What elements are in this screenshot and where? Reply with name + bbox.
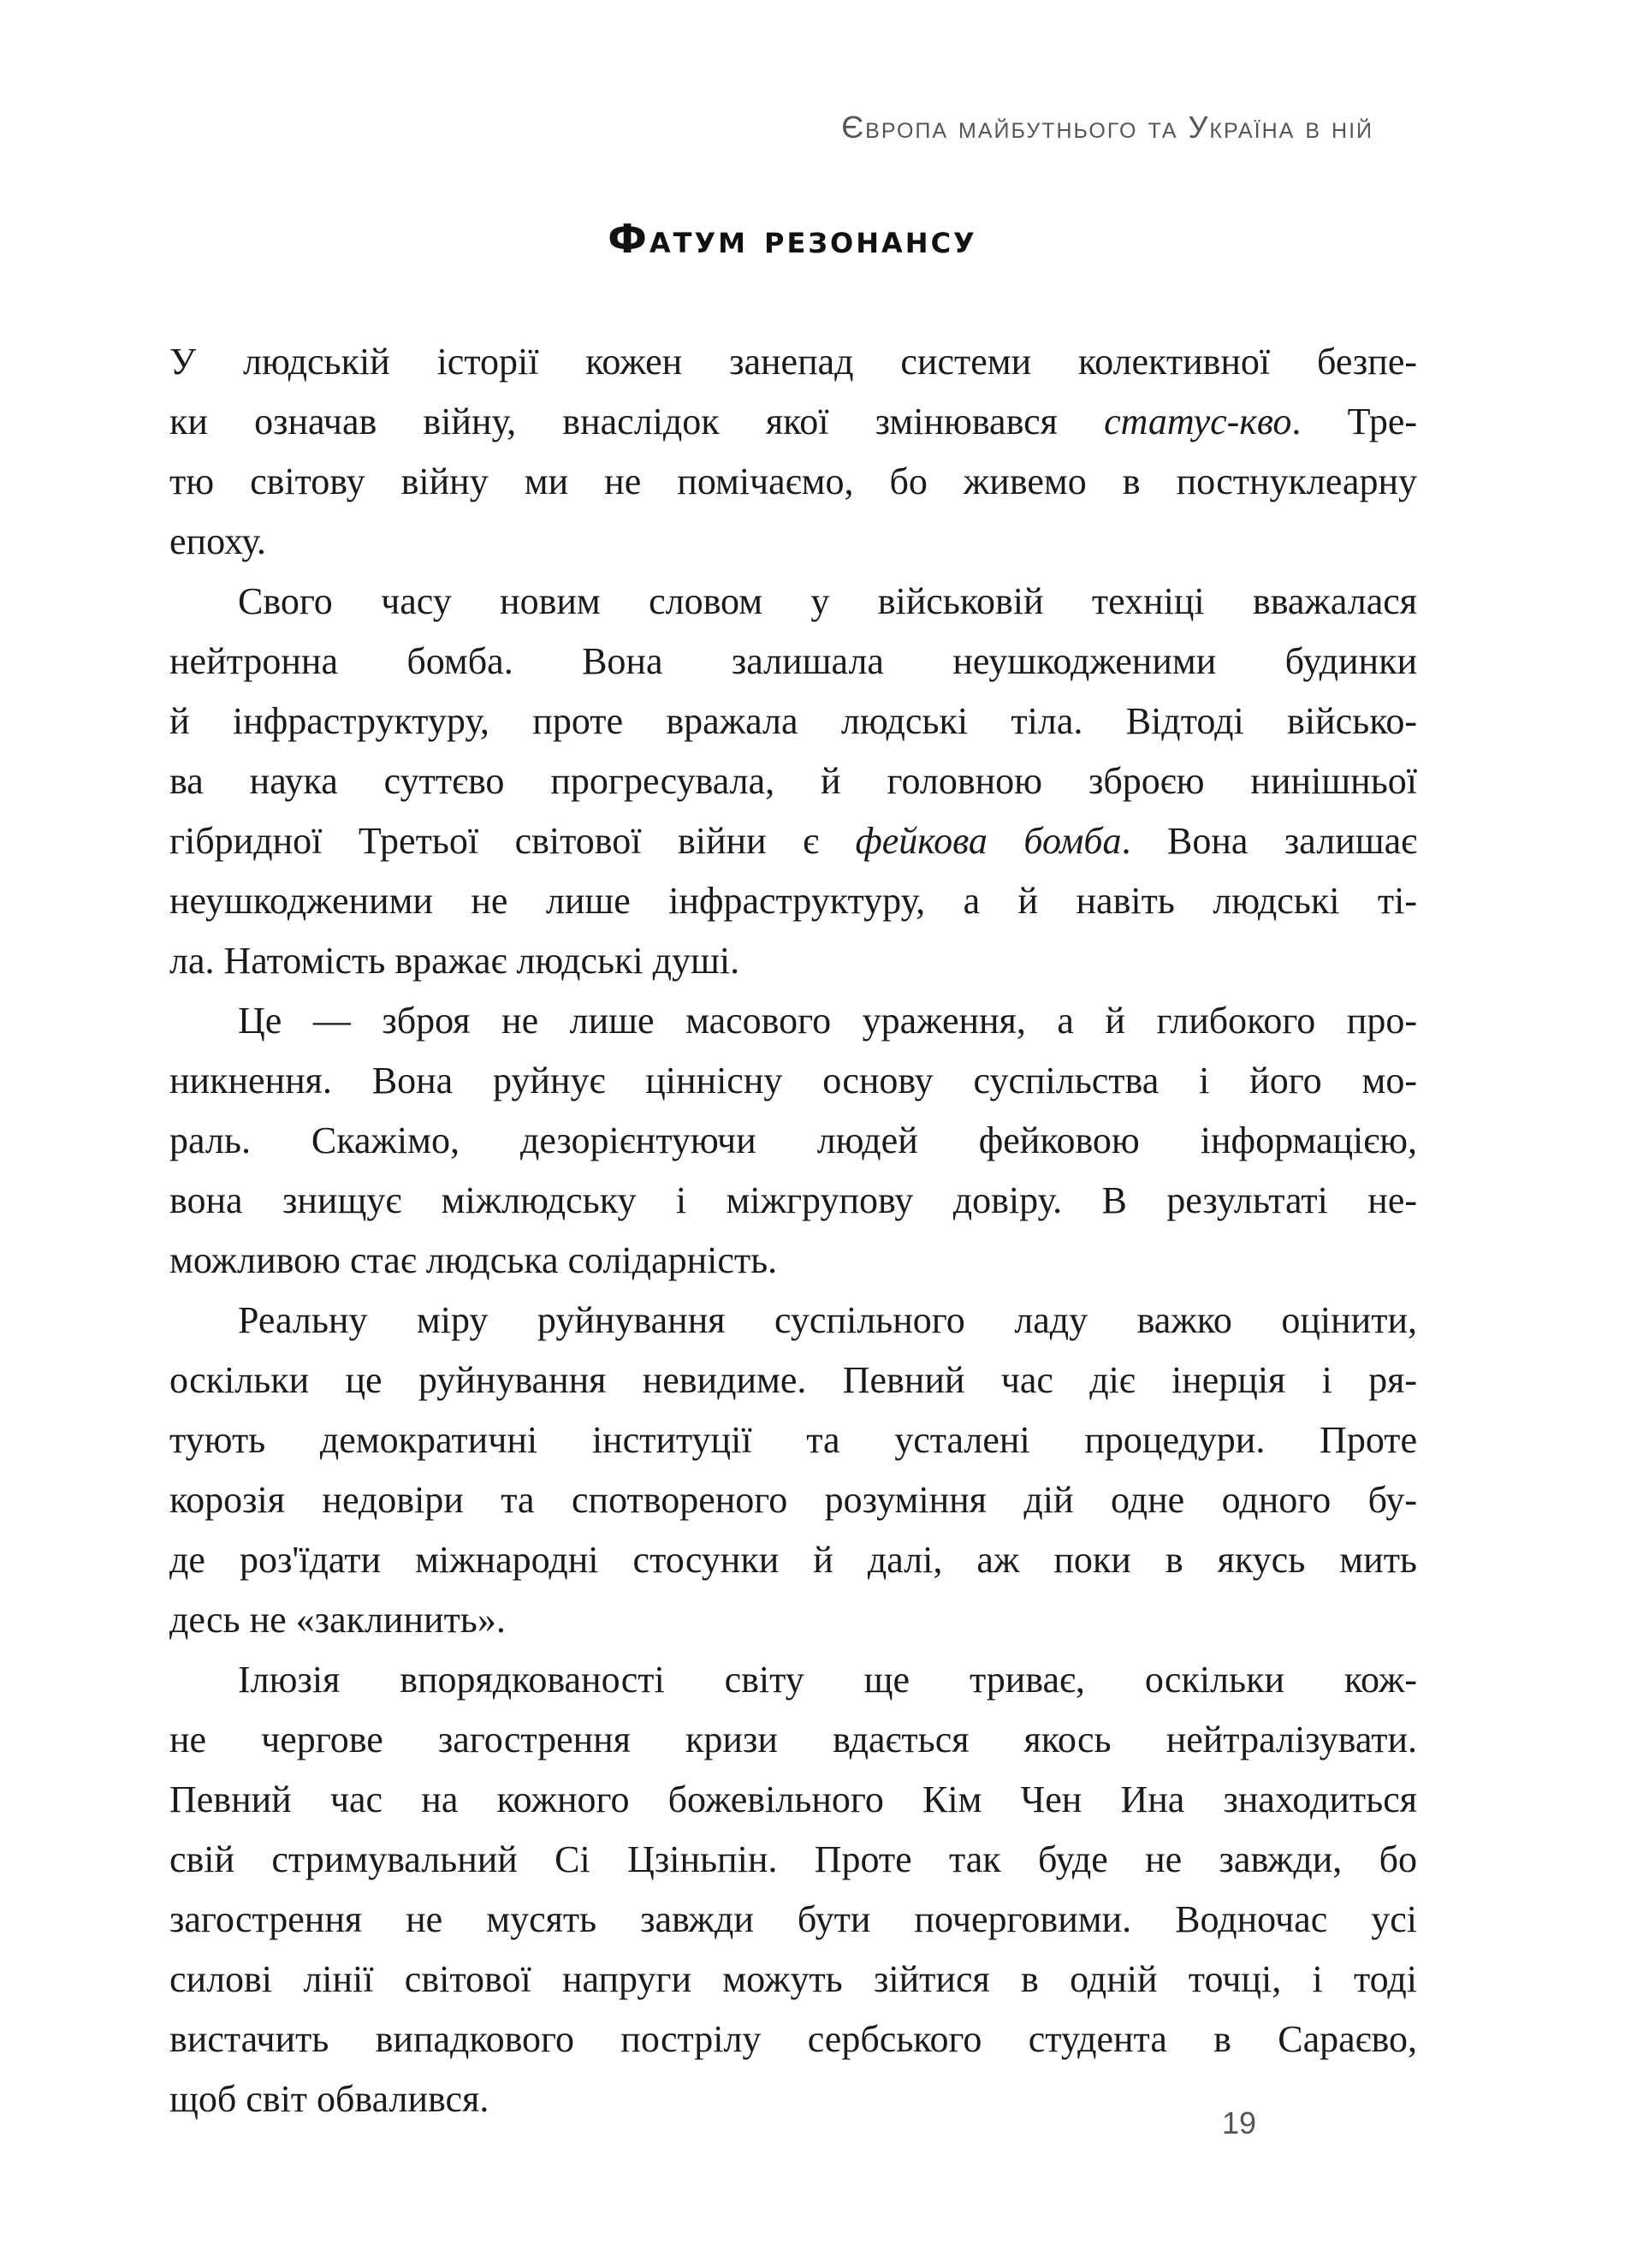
text-span: ки означав війну, внаслідок якої змінювався bbox=[169, 401, 1105, 442]
text-line: оскільки це руйнування невидиме. Певний час діє інерція і ря- bbox=[169, 1359, 1417, 1401]
text-line bbox=[169, 811, 1417, 871]
text-line: Ілюзія впорядкованості світу ще триває, оскільки кож- bbox=[238, 1659, 1417, 1701]
text-line bbox=[169, 392, 1417, 452]
text-line: загострення не мусять завжди бути почерговими. Водночас усі bbox=[169, 1898, 1417, 1940]
text-span: гібридної Третьої світової війни є bbox=[169, 820, 856, 862]
paragraph bbox=[169, 572, 1417, 991]
text-line: нейтронна бомба. Вона залишала неушкодженими будинки bbox=[169, 640, 1417, 682]
chapter-title: Фатум резонансу bbox=[608, 216, 977, 262]
italic-term: статус-кво bbox=[1104, 401, 1292, 442]
text-line: неушкодженими не лише інфраструктуру, а й навіть людські ті- bbox=[169, 880, 1417, 922]
text-line: силові лінії світової напруги можуть зійтися в одній точці, і тоді bbox=[169, 1958, 1417, 2000]
text-line: свій стримувальний Сі Цзіньпін. Проте так буде не завжди, бо bbox=[169, 1838, 1417, 1880]
text-line: Певний час на кожного божевільного Кім Чен Ина знаходиться bbox=[169, 1778, 1417, 1820]
body-text bbox=[169, 332, 1417, 2129]
paragraph bbox=[169, 991, 1417, 1291]
text-line: щоб світ обвалився. bbox=[169, 2078, 489, 2120]
paragraph bbox=[169, 332, 1417, 572]
text-line: У людській історії кожен занепад системи колективної безпе- bbox=[169, 341, 1417, 383]
text-line: раль. Скажімо, дезорієнтуючи людей фейковою інформацією, bbox=[169, 1119, 1417, 1161]
text-line: корозія недовіри та спотвореного розуміння дій одне одного бу- bbox=[169, 1479, 1417, 1521]
text-line: Свого часу новим словом у військовій техніці вважалася bbox=[238, 580, 1417, 622]
text-line: десь не «заклинить». bbox=[169, 1599, 506, 1641]
text-line: можливою стає людська солідарність. bbox=[169, 1239, 778, 1281]
text-line: епоху. bbox=[169, 520, 266, 562]
paragraph bbox=[169, 1291, 1417, 1650]
text-line: вона знищує міжлюдську і міжгрупову довіру. В результаті не- bbox=[169, 1179, 1417, 1221]
text-line: не чергове загострення кризи вдається якось нейтралізувати. bbox=[169, 1719, 1417, 1760]
page-number: 19 bbox=[1222, 2105, 1257, 2140]
text-span: . Вона залишає bbox=[1121, 820, 1417, 862]
text-line: вистачить випадкового пострілу сербського студента в Сараєво, bbox=[169, 2018, 1417, 2060]
text-line: ла. Натомість вражає людські душі. bbox=[169, 940, 740, 982]
running-head: Європа майбутнього та Україна в ній bbox=[841, 110, 1373, 145]
text-line: Це — зброя не лише масового ураження, а й глибокого про- bbox=[238, 1000, 1417, 1042]
text-line: тю світову війну ми не помічаємо, бо живемо в постнуклеарну bbox=[169, 460, 1417, 502]
text-line: Реальну міру руйнування суспільного ладу важко оцінити, bbox=[238, 1299, 1417, 1341]
italic-term: фейкова бомба bbox=[855, 820, 1122, 862]
paragraph bbox=[169, 1650, 1417, 2129]
text-line: де роз'їдати міжнародні стосунки й далі, аж поки в якусь мить bbox=[169, 1539, 1417, 1581]
text-span: . Тре- bbox=[1291, 401, 1417, 442]
text-line: й інфраструктуру, проте вражала людські тіла. Відтоді військо- bbox=[169, 700, 1417, 742]
text-line: тують демократичні інституції та усталені процедури. Проте bbox=[169, 1419, 1417, 1461]
text-line: никнення. Вона руйнує ціннісну основу суспільства і його мо- bbox=[169, 1060, 1417, 1101]
text-line: ва наука суттєво прогресувала, й головною зброєю нинішньої bbox=[169, 760, 1417, 802]
